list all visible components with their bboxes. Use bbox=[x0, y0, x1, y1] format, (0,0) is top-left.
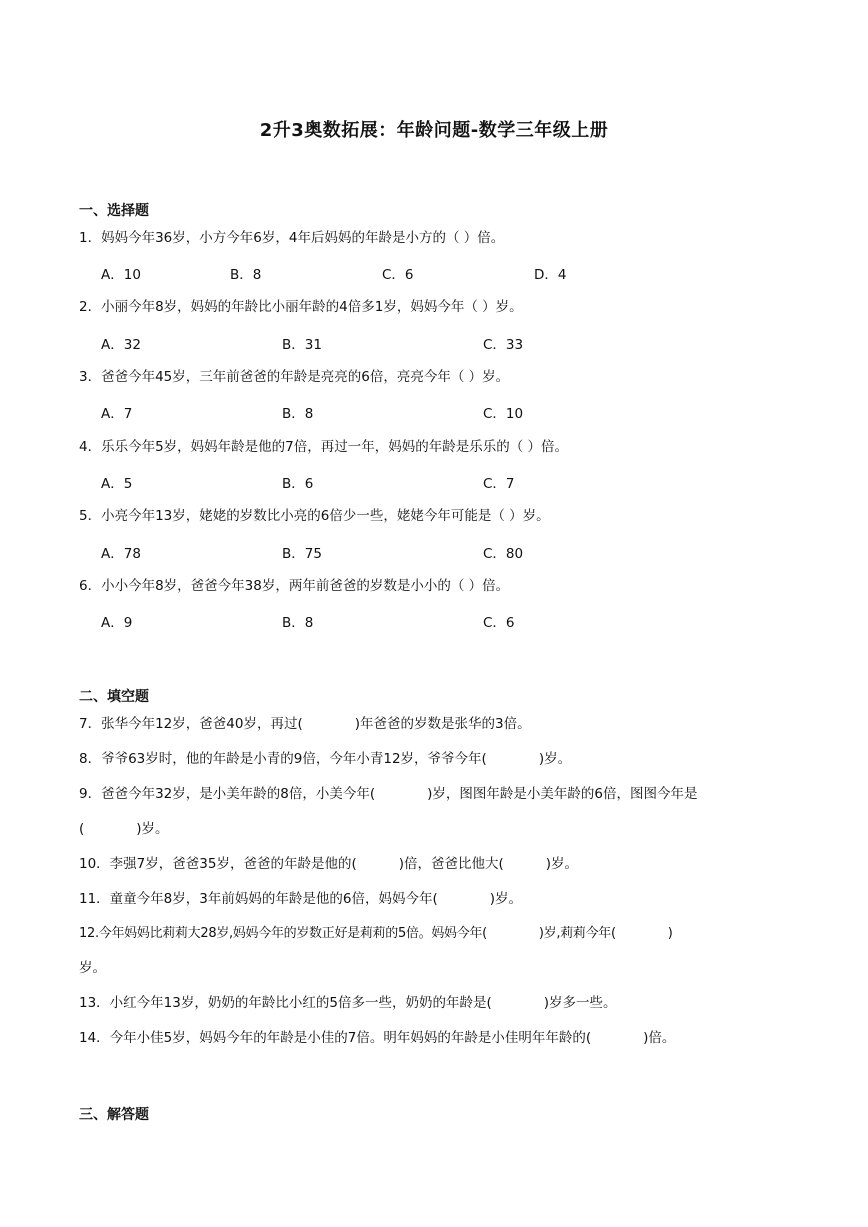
q10-part-3: )岁。 bbox=[545, 856, 579, 872]
option-5a: A．78 bbox=[101, 546, 141, 562]
option-3a: A．7 bbox=[101, 406, 133, 422]
question-2: 2．小丽今年8岁，妈妈的年龄比小丽年龄的4倍多1岁，妈妈今年（ ）岁。 bbox=[79, 299, 523, 315]
option-5c: C．80 bbox=[483, 546, 524, 562]
question-8 bbox=[79, 749, 571, 769]
option-4b: B．6 bbox=[282, 476, 314, 492]
question-14 bbox=[79, 1028, 675, 1048]
option-1b: B．8 bbox=[230, 267, 262, 283]
option-6a: A．9 bbox=[101, 615, 133, 631]
q10-part-1: 10．李强7岁，爸爸35岁，爸爸的年龄是他的( bbox=[79, 856, 357, 872]
question-1: 1．妈妈今年36岁，小方今年6岁，4年后妈妈的年龄是小方的（ ）倍。 bbox=[79, 230, 505, 246]
q11-part-1: 11．童童今年8岁，3年前妈妈的年龄是他的6倍，妈妈今年( bbox=[79, 891, 438, 907]
q7-part-2: )年爸爸的岁数是张华的3倍。 bbox=[354, 716, 531, 732]
question-12-continued: 岁。 bbox=[79, 960, 106, 976]
option-4a: A．5 bbox=[101, 476, 133, 492]
q9-part-3: ( bbox=[79, 821, 85, 837]
q11-part-2: )岁。 bbox=[489, 891, 522, 907]
q14-part-1: 14．今年小佳5岁，妈妈今年的年龄是小佳的7倍。明年妈妈的年龄是小佳明年年龄的( bbox=[79, 1030, 592, 1046]
question-13 bbox=[79, 993, 617, 1013]
question-9-continued bbox=[79, 819, 169, 839]
option-3c: C．10 bbox=[483, 406, 524, 422]
q12-part-1: 12.今年妈妈比莉莉大28岁,妈妈今年的岁数正好是莉莉的5倍。妈妈今年( bbox=[79, 926, 487, 941]
section-heading-solve: 三、解答题 bbox=[79, 1107, 149, 1123]
option-2a: A．32 bbox=[101, 337, 141, 353]
page-title: 2升3奥数拓展：年龄问题-数学三年级上册 bbox=[259, 120, 609, 141]
question-11 bbox=[79, 889, 522, 909]
question-6: 6．小小今年8岁，爸爸今年38岁，两年前爸爸的岁数是小小的（ ）倍。 bbox=[79, 578, 510, 594]
option-1d: D．4 bbox=[534, 267, 567, 283]
question-5: 5．小亮今年13岁，姥姥的岁数比小亮的6倍少一些，姥姥今年可能是（ ）岁。 bbox=[79, 508, 550, 524]
q8-part-2: )岁。 bbox=[538, 751, 572, 767]
q13-part-1: 13．小红今年13岁，奶奶的年龄比小红的5倍多一些，奶奶的年龄是( bbox=[79, 995, 492, 1011]
section-heading-fill: 二、填空题 bbox=[79, 689, 149, 705]
question-9 bbox=[79, 784, 697, 804]
question-3: 3．爸爸今年45岁，三年前爸爸的年龄是亮亮的6倍，亮亮今年（ ）岁。 bbox=[79, 369, 510, 385]
q8-part-1: 8．爷爷63岁时，他的年龄是小青的9倍，今年小青12岁，爷爷今年( bbox=[79, 751, 487, 767]
q14-part-2: )倍。 bbox=[643, 1030, 676, 1046]
option-5b: B．75 bbox=[282, 546, 322, 562]
question-4: 4．乐乐今年5岁，妈妈年龄是他的7倍，再过一年，妈妈的年龄是乐乐的（ ）倍。 bbox=[79, 439, 569, 455]
q9-part-2: )岁，图图年龄是小美年龄的6倍，图图今年是 bbox=[427, 786, 698, 802]
section-heading-choice: 一、选择题 bbox=[79, 203, 149, 219]
q9-part-4: )岁。 bbox=[136, 821, 169, 837]
q10-part-2: )倍，爸爸比他大( bbox=[398, 856, 504, 872]
option-4c: C．7 bbox=[483, 476, 515, 492]
option-2c: C．33 bbox=[483, 337, 524, 353]
question-10 bbox=[79, 854, 578, 874]
option-6c: C．6 bbox=[483, 615, 515, 631]
option-1a: A．10 bbox=[101, 267, 141, 283]
q7-part-1: 7．张华今年12岁，爸爸40岁，再过( bbox=[79, 716, 303, 732]
question-7 bbox=[79, 714, 531, 734]
q9-part-1: 9．爸爸今年32岁，是小美年龄的8倍，小美今年( bbox=[79, 786, 376, 802]
q12-part-3: ) bbox=[667, 926, 673, 941]
q12-part-2: )岁,莉莉今年( bbox=[538, 926, 616, 941]
option-3b: B．8 bbox=[282, 406, 314, 422]
q13-part-2: )岁多一些。 bbox=[543, 995, 617, 1011]
option-6b: B．8 bbox=[282, 615, 314, 631]
question-12 bbox=[79, 924, 673, 944]
option-1c: C．6 bbox=[382, 267, 414, 283]
option-2b: B．31 bbox=[282, 337, 322, 353]
